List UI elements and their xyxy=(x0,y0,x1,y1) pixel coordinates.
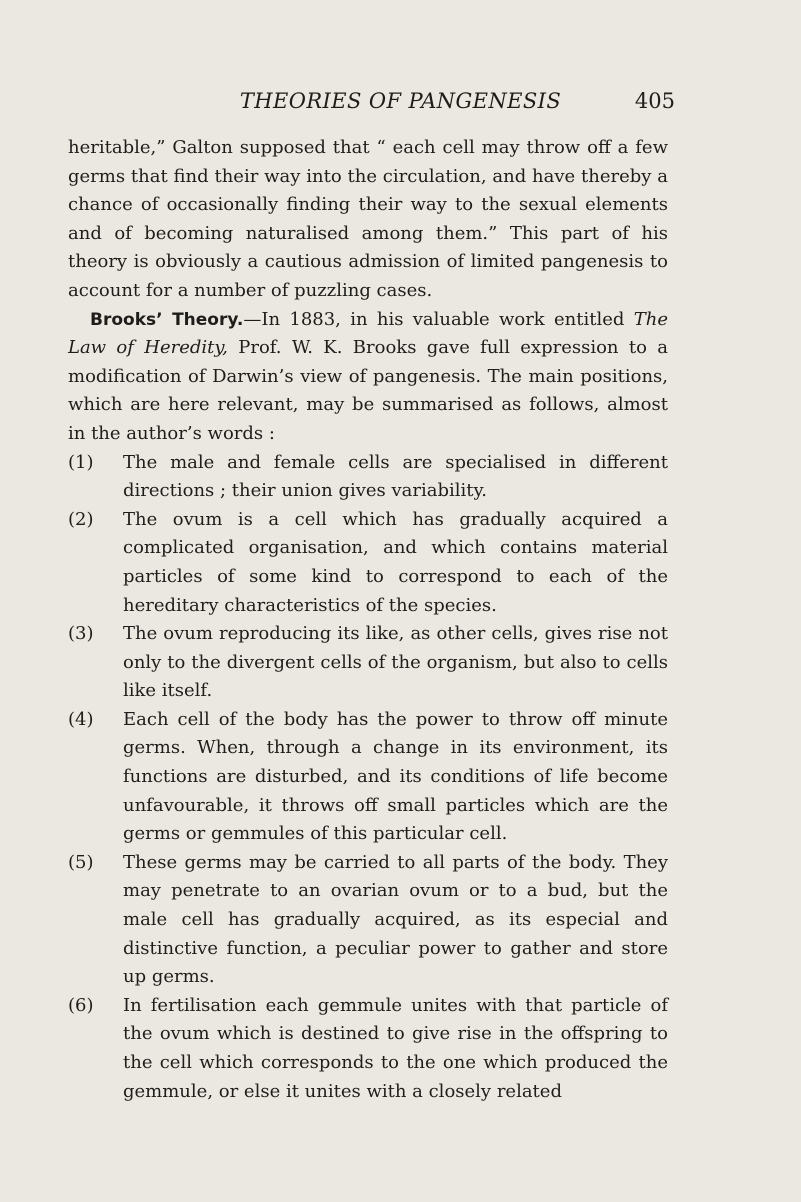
position-text: The male and female cells are specialised in different directions ; their union gives variability. xyxy=(123,451,668,502)
section-text-start: —In 1883, in his valuable work entitled xyxy=(243,308,634,330)
section-heading: Brooks’ Theory. xyxy=(90,309,244,330)
work-title: The Law of Heredity, xyxy=(68,308,668,359)
brooks-theory-paragraph xyxy=(68,306,668,449)
position-item-3 xyxy=(68,620,668,706)
position-text: The ovum reproducing its like, as other cells, gives rise not only to the divergent cells of the organism, but also to cells like itself. xyxy=(123,623,668,702)
position-text: In fertilisation each gemmule unites with that particle of the ovum which is destined to give rise in the offspring to the cell which corresponds to the one which produced the gemmule, or else it unites with a closely related xyxy=(123,994,668,1102)
position-item-2 xyxy=(68,506,668,620)
position-number: (6) xyxy=(68,994,94,1016)
position-number: (2) xyxy=(68,508,94,530)
page-header xyxy=(0,86,801,116)
section-text-end: Prof. W. K. Brooks gave full expression to a modification of Darwin’s view of pangenesis. The main positions, which are here relevant, may be summarised as follows, almost in the author’s words : xyxy=(68,337,669,444)
position-item-1 xyxy=(68,449,668,506)
position-number: (5) xyxy=(68,851,94,873)
position-number: (3) xyxy=(68,623,94,645)
position-text: Each cell of the body has the power to throw off minute germs. When, through a change in its environment, its functions are disturbed, and its conditions of life become unfavourable, it throws off small particles which are the germs or gemmules of this particular cell. xyxy=(123,708,668,845)
opening-paragraph: heritable,” Galton supposed that “ each cell may throw off a few germs that find their way into the circulation, and have thereby a chance of occasionally finding their way to the sexual elements and of becoming naturalised among them.” This part of his theory is obviously a cautious admission of limited pangenesis to account for a number of puzzling cases. xyxy=(68,137,668,301)
page-number: 405 xyxy=(634,89,675,113)
position-number: (4) xyxy=(68,708,94,730)
body-text xyxy=(68,134,668,1106)
running-title: THEORIES OF PANGENESIS xyxy=(239,89,562,113)
position-item-4 xyxy=(68,706,668,849)
position-text: These germs may be carried to all parts of the body. They may penetrate to an ovarian ovum or to a bud, but the male cell has gradually acquired, as its especial and distinctive function, a peculiar power to gather and store up germs. xyxy=(123,851,668,988)
position-number: (1) xyxy=(68,451,94,473)
position-item-6 xyxy=(68,992,668,1106)
position-text: The ovum is a cell which has gradually acquired a complicated organisation, and which contains material particles of some kind to correspond to each of the hereditary characteristics of the species. xyxy=(123,508,668,616)
position-item-5 xyxy=(68,849,668,992)
